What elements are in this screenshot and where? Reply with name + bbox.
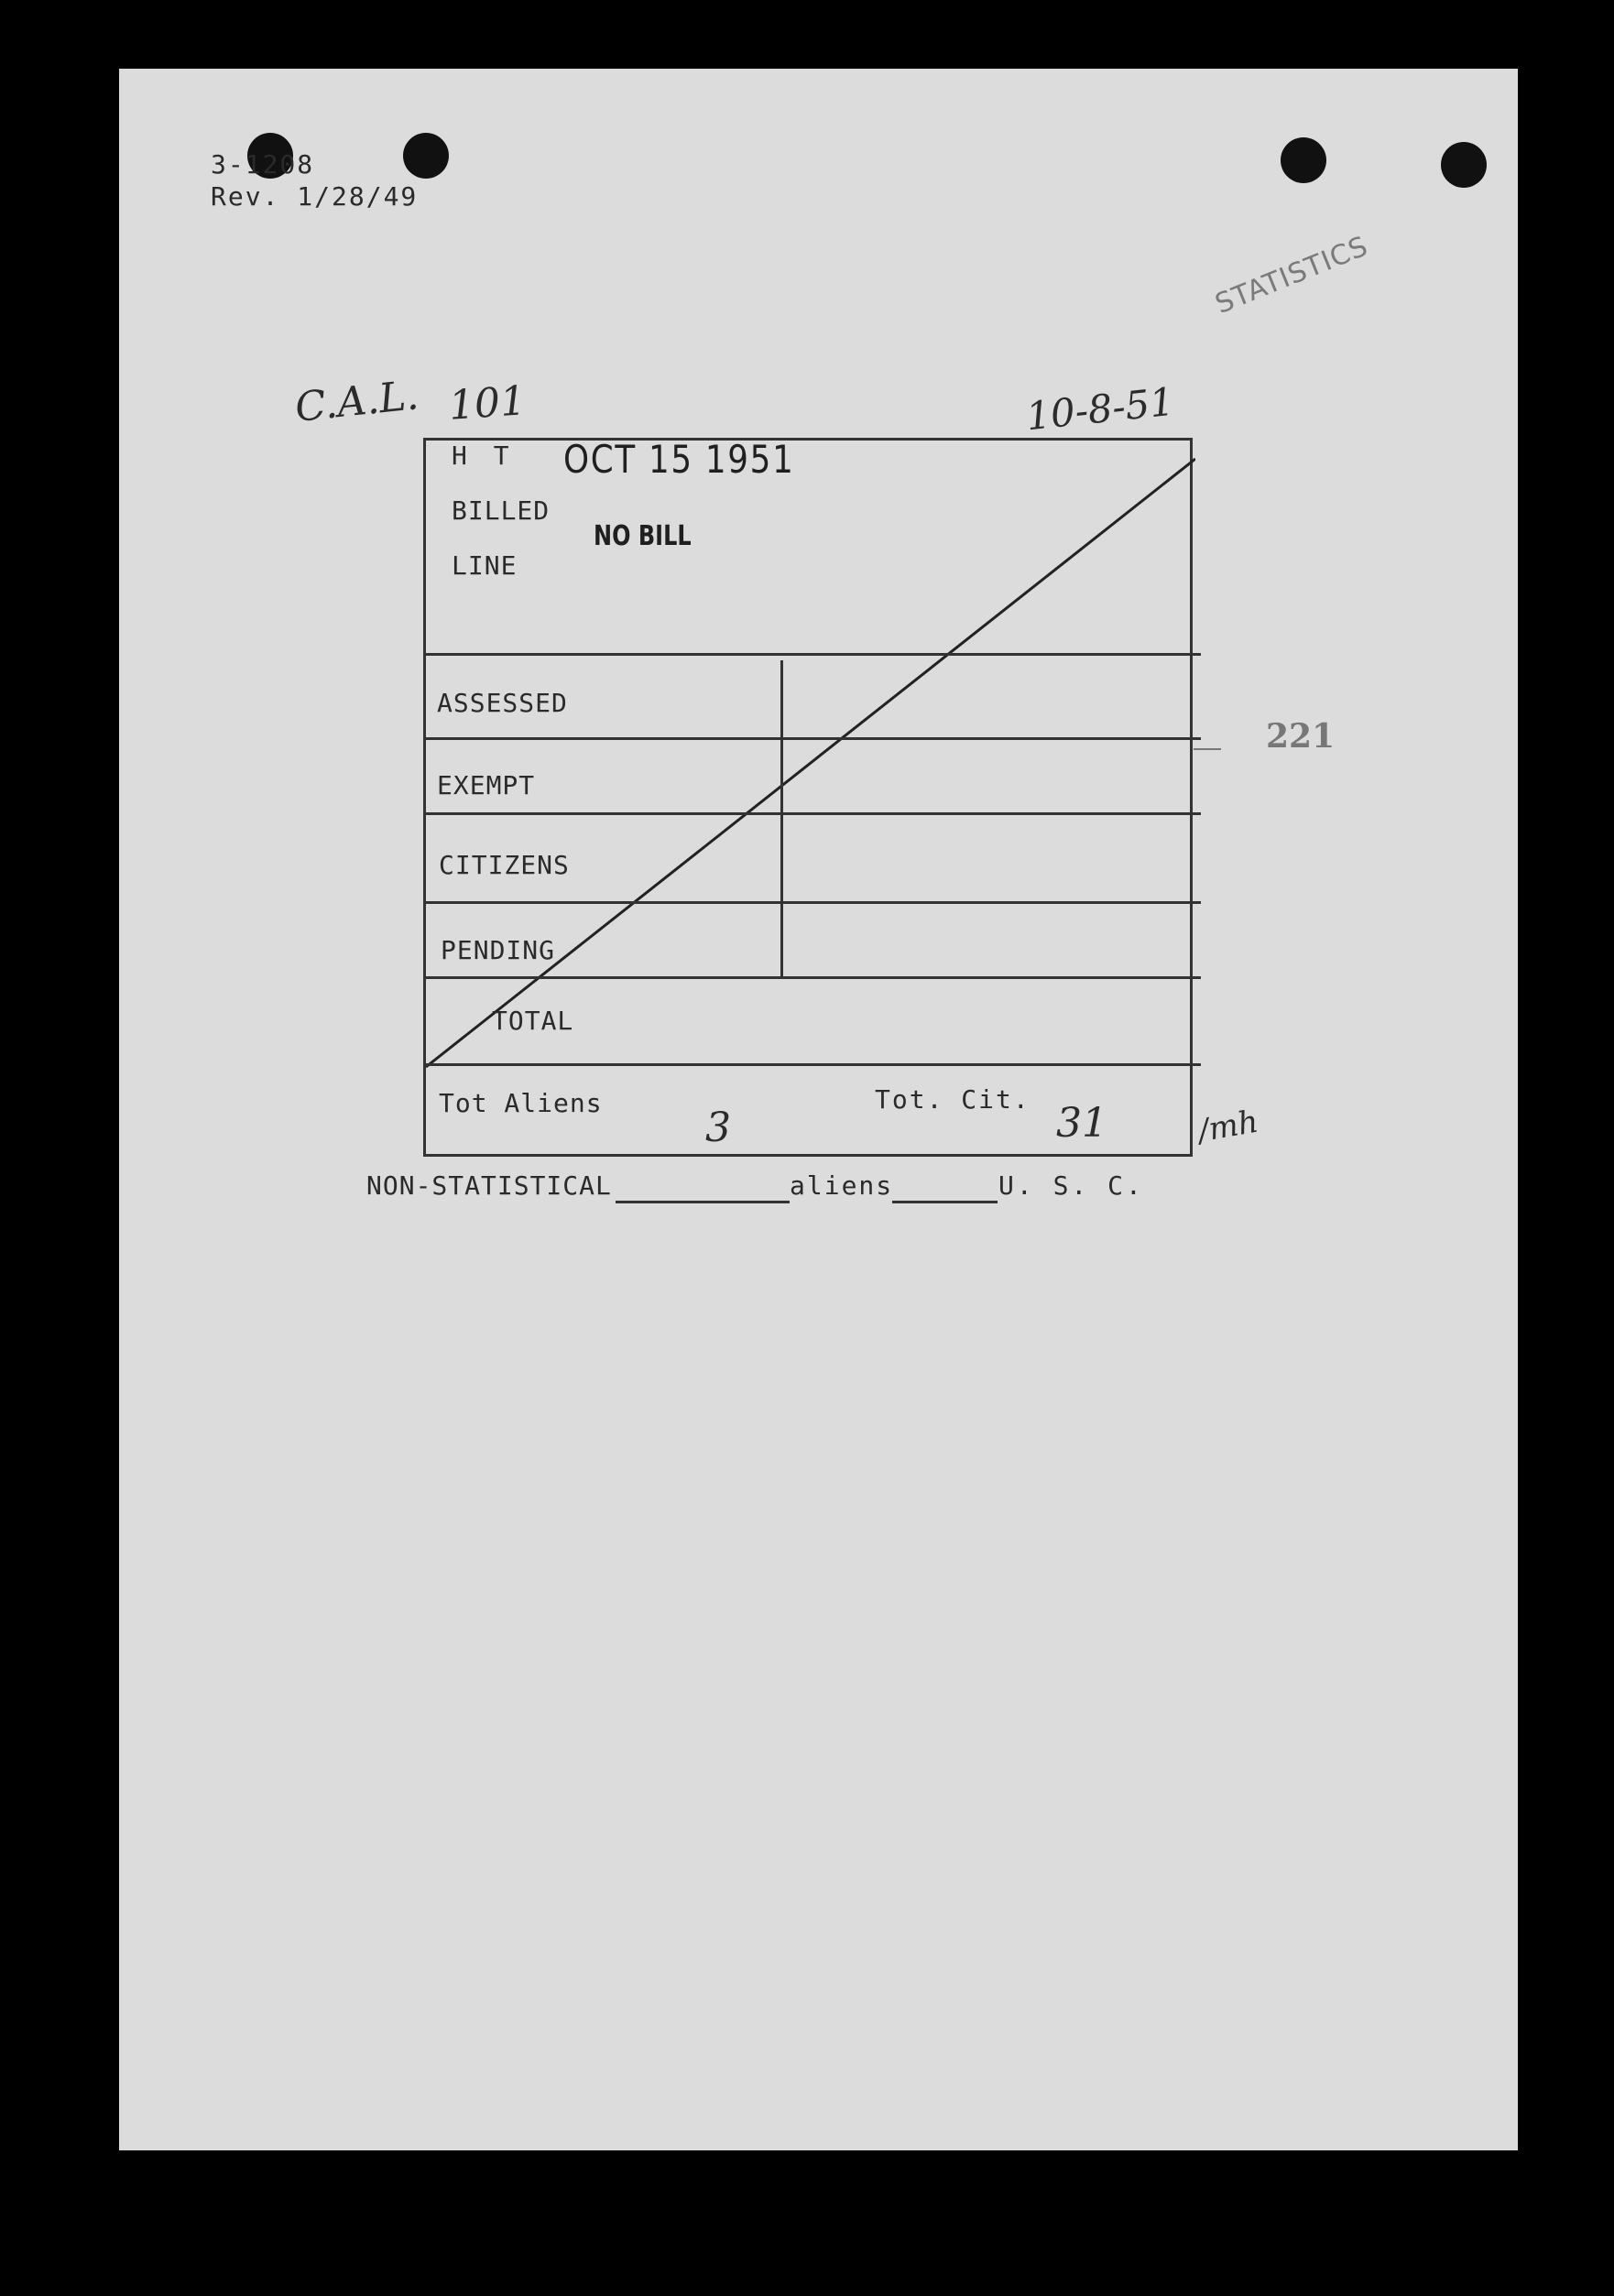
row-total: TOTAL [492,1006,574,1036]
handwritten-initials: C.A.L. [292,372,421,431]
usc-label: U. S. C. [998,1170,1144,1201]
no-bill-stamp: NO BILL [594,520,692,552]
punch-hole-3 [1281,137,1326,183]
divider [426,653,1201,656]
aliens-blank-line [616,1201,790,1203]
clerk-initials: /mh [1195,1103,1261,1150]
usc-blank-line [892,1201,998,1203]
cancellation-slash-line [426,441,1195,1159]
divider [426,737,1201,740]
column-divider [780,660,783,979]
row-exempt: EXEMPT [437,770,536,800]
row-citizens: CITIZENS [439,850,570,880]
aliens-label: aliens [790,1170,894,1201]
tot-aliens-value: 3 [705,1104,731,1151]
label-ht: H T [452,441,515,471]
tot-aliens-label: Tot Aliens [439,1088,603,1118]
divider [426,901,1201,904]
divider [426,976,1201,979]
handwritten-date: 10-8-51 [1023,378,1177,440]
form-number: 3-1208 [211,149,315,180]
date-stamp: OCT 15 1951 [563,437,795,482]
tot-cit-label: Tot. Cit. [875,1084,1031,1115]
divider [426,1063,1201,1066]
revision-date: Rev. 1/28/49 [211,181,419,212]
row-pending: PENDING [441,935,556,965]
row-assessed: ASSESSED [437,688,568,718]
handwritten-number: 101 [447,377,528,430]
nonstatistical-label: NON-STATISTICAL [366,1170,612,1201]
label-line: LINE [452,550,518,581]
statistics-stamp: STATISTICS [1210,230,1373,321]
statistics-form [423,438,1193,1157]
tot-cit-value: 31 [1056,1100,1107,1147]
divider [426,812,1201,815]
label-billed: BILLED [452,495,551,526]
punch-hole-4 [1441,142,1487,188]
margin-tick [1194,748,1221,750]
punch-hole-2 [403,133,449,179]
page-number-stamp: 221 [1266,717,1336,756]
